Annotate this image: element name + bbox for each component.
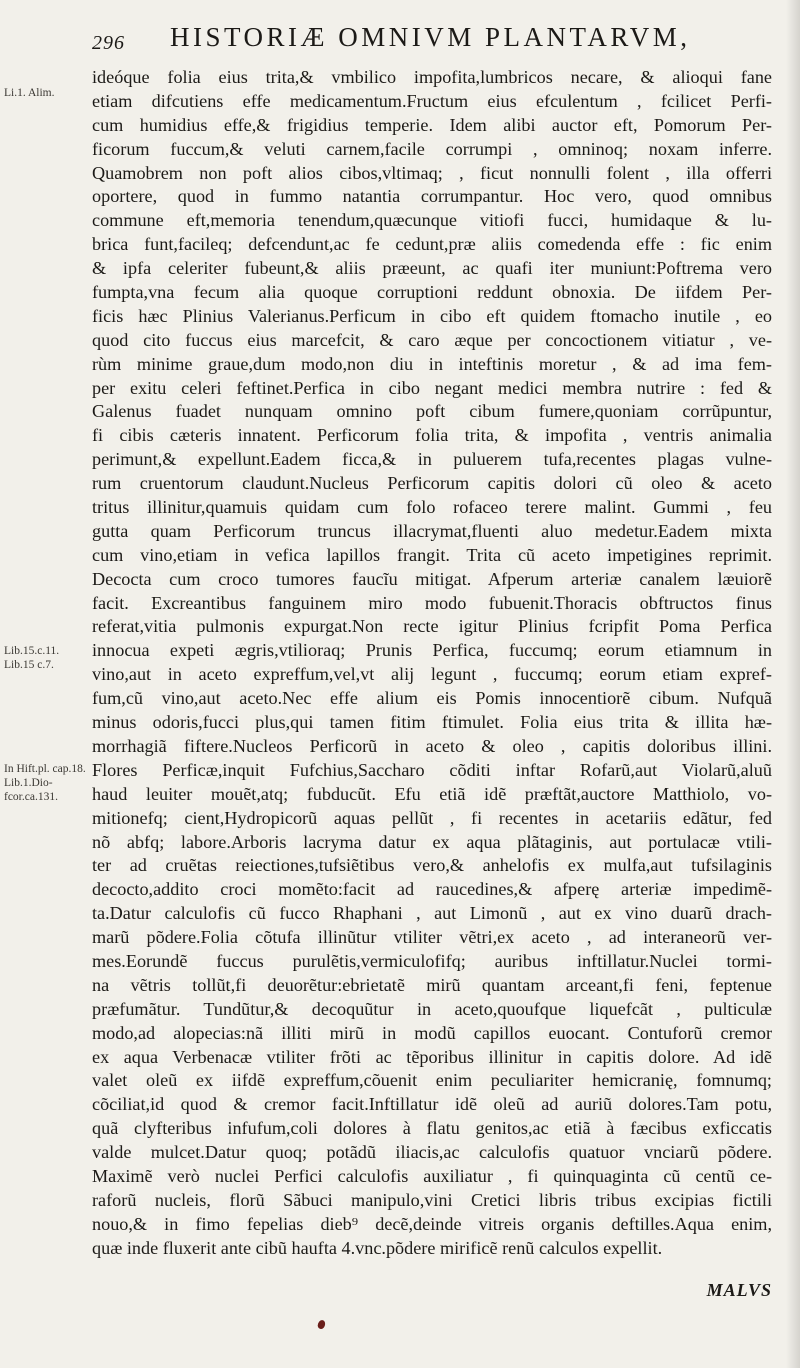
text-line: ideóque folia eius trita,& vmbilico impofita,lumbricos necare, & alioqui fane (92, 67, 772, 87)
page-header (92, 22, 772, 62)
text-line: Maximẽ verò nuclei Perfici calculofis auxiliatur , fi quinquaginta cũ centũ ce- (92, 1165, 772, 1186)
catchword: MALVS (706, 1280, 772, 1300)
text-line: commune eft,memoria tenendum,quæcunque vitiofi fucci, humidaque & lu- (92, 210, 772, 231)
text-line: marũ põdere.Folia cõtufa illinũtur vtiliter vẽtri,ex aceto , ad interaneorũ ver- (92, 927, 772, 948)
text-line: cõciliat,id quod & cremor facit.Inftillatur idẽ oleũ ad auriũ dolores.Tam potu, (92, 1094, 772, 1115)
text-line: modo,ad alopecias:nã illiti mirũ in modũ capillos euocant. Contuforũ cremor (92, 1022, 772, 1043)
text-line: cum humidius effe,& frigidius temperie. Idem alibi auctor eft, Pomorum Per- (92, 114, 772, 135)
text-line: fi cibis cæteris innatent. Perficorum folia trita, & impofita , ventris animalia (92, 425, 772, 446)
margin-note-1: Li.1. Alim. (4, 87, 55, 99)
text-line: nõ abfq; labore.Arboris lacryma datur ex aqua plãtaginis, aut portulacæ vtili- (92, 831, 772, 852)
text-line: innocua expeti ægris,vtilioraq; Prunis Perfica, fuccumq; eorum etiamnum in (92, 640, 772, 661)
text-line: ter ad cruẽtas reiectiones,tufsiẽtibus vero,& anhelofis ex mulfa,aut tufsilaginis (92, 855, 772, 876)
text-line: minus odoris,fucci plus,qui tamen fitim ftimulet. Folia eius trita & illita hæ- (92, 712, 772, 733)
text-line: gutta quam Perficorum truncus illacrymat,fluenti aluo medetur.Eadem mixta (92, 520, 772, 541)
text-line: per exitu celeri feftinet.Perfica in cibo negant medici membra nutrire : fed & (92, 377, 772, 398)
text-line: ficorum fuccum,& veluti carnem,facile corrumpi , omninoq; noxam inferre. (92, 138, 772, 159)
text-line: ex aqua Verbenacæ vtiliter frõti ac tẽporibus illinitur in capitis dolore. Ad idẽ (92, 1046, 772, 1067)
text-line: facit. Excreantibus fanguinem miro modo fubuenit.Thoracis obftructos finus (92, 592, 772, 613)
text-line: cum vino,etiam in vefica lapillos frangit. Trita cũ aceto impetigines reprimit. (92, 544, 772, 565)
text-line: brica funt,facileq; defcendunt,ac fe cedunt,præ aliis comedenda effe : fic enim (92, 234, 772, 255)
text-line: haud leuiter mouẽt,atq; fubducũt. Efu etiã idẽ præftãt,auctore Matthiolo, vo- (92, 783, 772, 804)
text-line: Quamobrem non poft alios cibos,vltimaq; , ficut nonnulli folent , illa offerri (92, 162, 772, 183)
text-line: etiam difcutiens effe medicamentum.Fructum eius efculentum , fcilicet Perfi- (92, 90, 772, 111)
text-line: rùm minime graue,dum modo,non diu in inteftinis moretur , & ad ima fem- (92, 353, 772, 374)
text-line: vino,aut in aceto expreffum,vel,vt alij legunt , fuccumq; eorum etiam expref- (92, 664, 772, 685)
text-line: mes.Eorundẽ fuccus purulẽtis,vermiculofifq; auribus inftillatur.Nuclei tormi- (92, 950, 772, 971)
text-line: tritus illinitur,quamuis quidam cum folo rofaceo terere malint. Gummi , feu (92, 497, 772, 518)
text-line: Flores Perficæ,inquit Fufchius,Saccharo cõditi inftar Rofarũ,aut Violarũ,aluũ (92, 759, 772, 780)
page-number: 296 (92, 32, 125, 54)
text-line: Galenus fuadet nunquam omnino poft cibum fumere,quoniam corrũpuntur, (92, 401, 772, 422)
text-line: præfumãtur. Tundũtur,& decoquũtur in aceto,quoufque liquefcãt , pulticulæ (92, 998, 772, 1019)
text-line: oportere, quod in fummo natantia corrumpantur. Hoc vero, quod omnibus (92, 186, 772, 207)
text-line: valet oleũ ex iifdẽ expreffum,cõuenit enim peculiariter hemicranię, fomnumq; (92, 1070, 772, 1091)
margin-note-2: Lib.15.c.11. Lib.15 c.7. (4, 645, 60, 671)
text-line: decocto,addito croci momẽto:facit ad raucedines,& afperę arteriæ impedimẽ- (92, 879, 772, 900)
body-text (92, 66, 772, 1261)
text-line: ficis hæc Plinius Valerianus.Perficum in cibo eft quidem ftomacho inutile , eo (92, 305, 772, 326)
text-line: morrhagiã fiftere.Nucleos Perficorũ in aceto & oleo , capitis doloribus illini. (92, 735, 772, 756)
text-line: & ipfa celeriter fubeunt,& aliis præeunt, ac quafi iter muniunt:Poftrema vero (92, 258, 772, 279)
text-line: mitionefq; cient,Hydropicorũ aquas pellũt , fi recentes in acetariis edãtur, fed (92, 807, 772, 828)
text-line: Decocta cum croco tumores faucĩu mitigat. Afperum arteriæ canalem læuiorẽ (92, 568, 772, 589)
text-line: referat,vitia pulmonis expurgat.Non recte igitur Plinius fcripfit Poma Perfica (92, 616, 772, 637)
text-line: ta.Datur calculofis cũ fucco Rhaphani , aut Limonũ , aut ex vino duarũ drach- (92, 903, 772, 924)
text-line: na vẽtris tollũt,fi deuorẽtur:ebrietatẽ mirũ quantam arceant,fi feni, feptenue (92, 974, 772, 995)
text-line: valde mulcet.Datur quoq; potãdũ iliacis,ac calculofis quatuor vnciarũ põdere. (92, 1142, 772, 1163)
running-title: HISTORIÆ OMNIVM PLANTARVM, (170, 22, 691, 52)
text-line: raforũ nucleis, florũ Sãbuci manipulo,vini Cretici libris tribus excipias fictili (92, 1189, 772, 1210)
ink-blot-icon (317, 1319, 327, 1330)
text-line: perimunt,& expellunt.Eadem ficca,& in puluerem tufa,recentes plagas vulne- (92, 449, 772, 470)
text-line: nouo,& in fimo fepelias dieb⁹ decẽ,deinde vitreis organis deftilles.Aqua enim, (92, 1213, 772, 1234)
text-line: quod cito fuccus eius marcefcit, & caro æque per concoctionem vitiatur , ve- (92, 329, 772, 350)
text-line: fumpta,vna fecum alia quoque corruptioni reddunt obnoxia. De iifdem Per- (92, 282, 772, 303)
text-line: fum,cũ vino,aut aceto.Nec effe alium eis Pomis innocentiorẽ cibum. Nufquã (92, 688, 772, 709)
margin-note-3: In Hift.pl. cap.18. Lib.1.Dio-fcor.ca.131. (4, 763, 86, 803)
text-line: rum cruentorum claudunt.Nucleus Perficorum capitis dolori cũ oleo & aceto (92, 473, 772, 494)
text-line: quæ inde fluxerit ante cibũ haufta 4.vnc.põdere mirificẽ renũ calculos expellit. (92, 1237, 663, 1258)
text-line: quã clyfteribus infufum,coli dolores à flatu genitos,ac etiã à fæcibus exficcatis (92, 1118, 772, 1139)
